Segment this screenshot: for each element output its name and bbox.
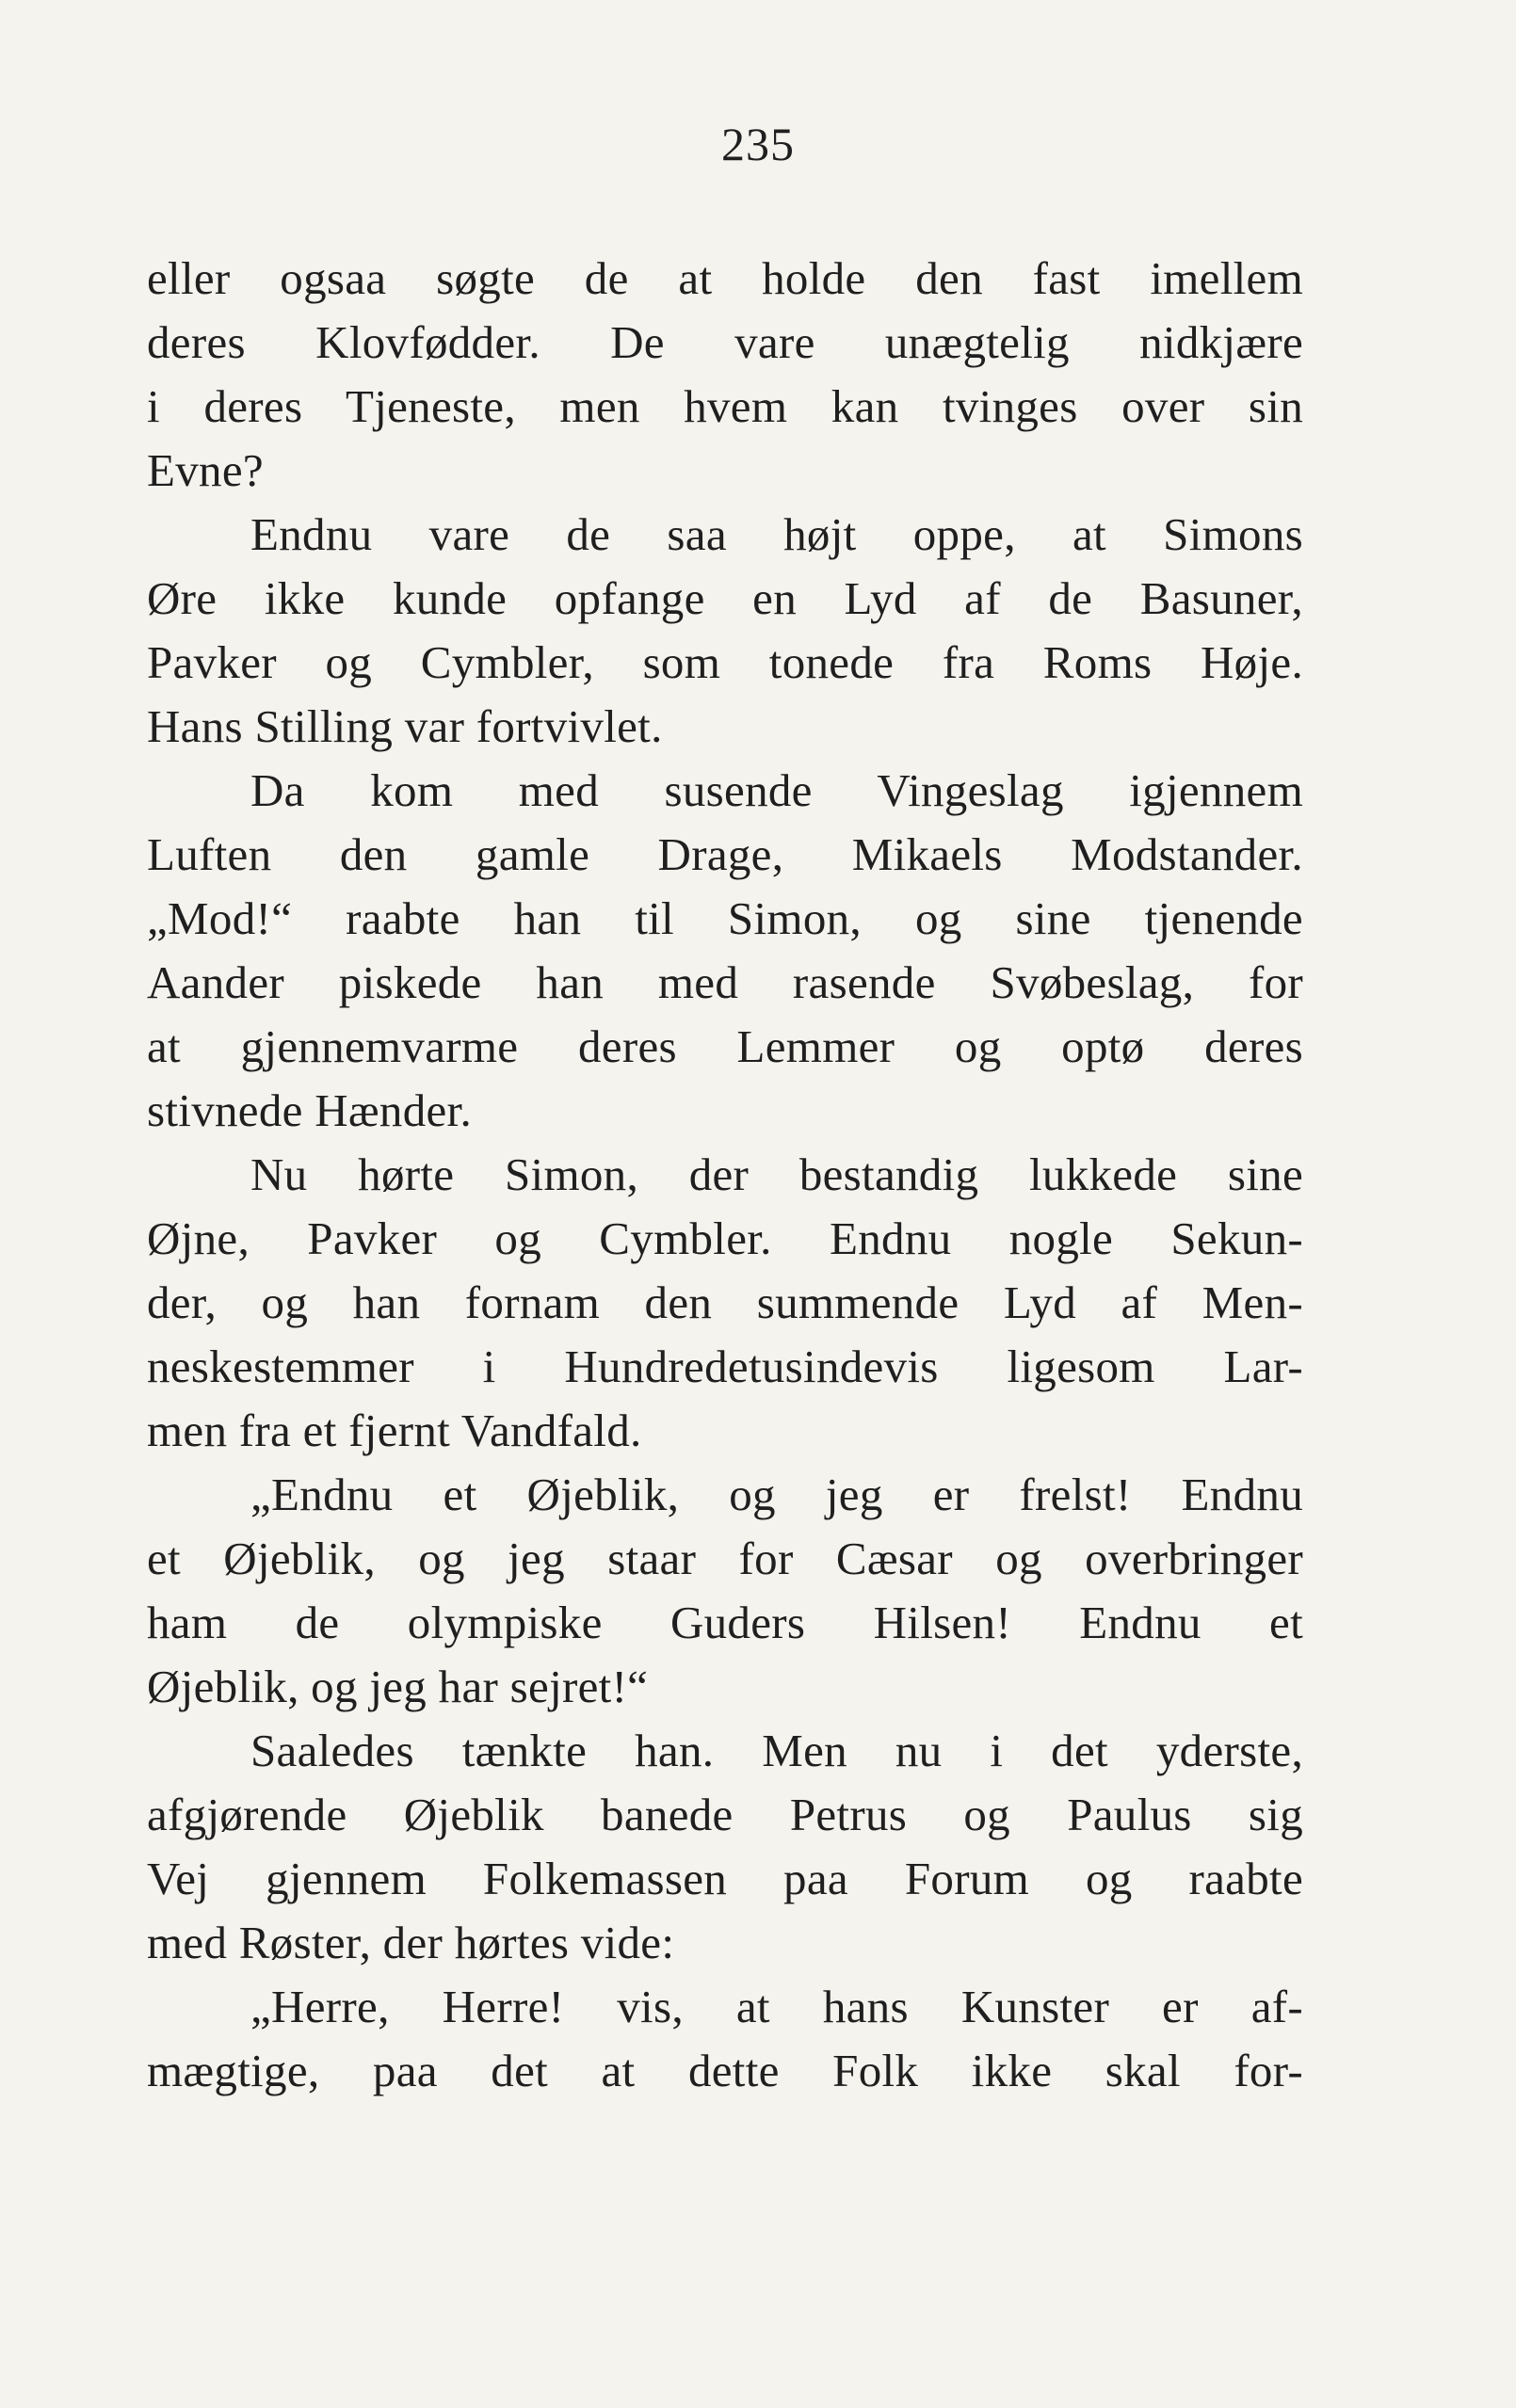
text-line: Hans Stilling var fortvivlet. (147, 700, 663, 752)
text-line: Evne? (147, 444, 264, 496)
text-line: men fra et fjernt Vandfald. (147, 1405, 642, 1456)
text-line: stivnede Hænder. (147, 1084, 473, 1136)
text-line: eller ogsaa søgte de at holde den fast imellem (147, 252, 1303, 304)
text-line: at gjennemvarme deres Lemmer og optø deres (147, 1020, 1303, 1072)
text-line: Nu hørte Simon, der bestandig lukkede sine (250, 1148, 1303, 1200)
text-line: et Øjeblik, og jeg staar for Cæsar og overbringer (147, 1533, 1303, 1584)
text-line: Pavker og Cymbler, som tonede fra Roms Høje. (147, 636, 1303, 688)
text-line: ham de olympiske Guders Hilsen! Endnu et (147, 1597, 1303, 1648)
text-line: Øjne, Pavker og Cymbler. Endnu nogle Sekun- (147, 1212, 1303, 1264)
text-line: i deres Tjeneste, men hvem kan tvinges over sin (147, 380, 1303, 432)
text-line: Aander piskede han med rasende Svøbeslag, for (147, 956, 1303, 1008)
text-line: Vej gjennem Folkemassen paa Forum og raabte (147, 1853, 1303, 1904)
body-text (147, 247, 1303, 2103)
text-line: Luften den gamle Drage, Mikaels Modstander. (147, 828, 1303, 880)
text-line: mægtige, paa det at dette Folk ikke skal for- (147, 2045, 1303, 2096)
text-line: der, og han fornam den summende Lyd af Men- (147, 1276, 1303, 1328)
text-line: afgjørende Øjeblik banede Petrus og Paulus sig (147, 1789, 1303, 1840)
text-line: Da kom med susende Vingeslag igjennem (250, 764, 1303, 816)
text-line: neskestemmer i Hundredetusindevis ligesom Lar- (147, 1340, 1303, 1392)
text-line: med Røster, der hørtes vide: (147, 1917, 675, 1968)
text-line: „Herre, Herre! vis, at hans Kunster er af- (250, 1981, 1303, 2032)
text-line: Endnu vare de saa højt oppe, at Simons (250, 508, 1303, 560)
text-line: deres Klovfødder. De vare unægtelig nidkjære (147, 316, 1303, 368)
text-line: „Mod!“ raabte han til Simon, og sine tjenende (147, 892, 1303, 944)
text-line: Øre ikke kunde opfange en Lyd af de Basuner, (147, 572, 1303, 624)
page-number: 235 (721, 118, 795, 170)
text-line: „Endnu et Øjeblik, og jeg er frelst! Endnu (250, 1469, 1303, 1520)
text-line: Øjeblik, og jeg har sejret!“ (147, 1661, 649, 1712)
text-line: Saaledes tænkte han. Men nu i det yderste, (250, 1725, 1303, 1776)
